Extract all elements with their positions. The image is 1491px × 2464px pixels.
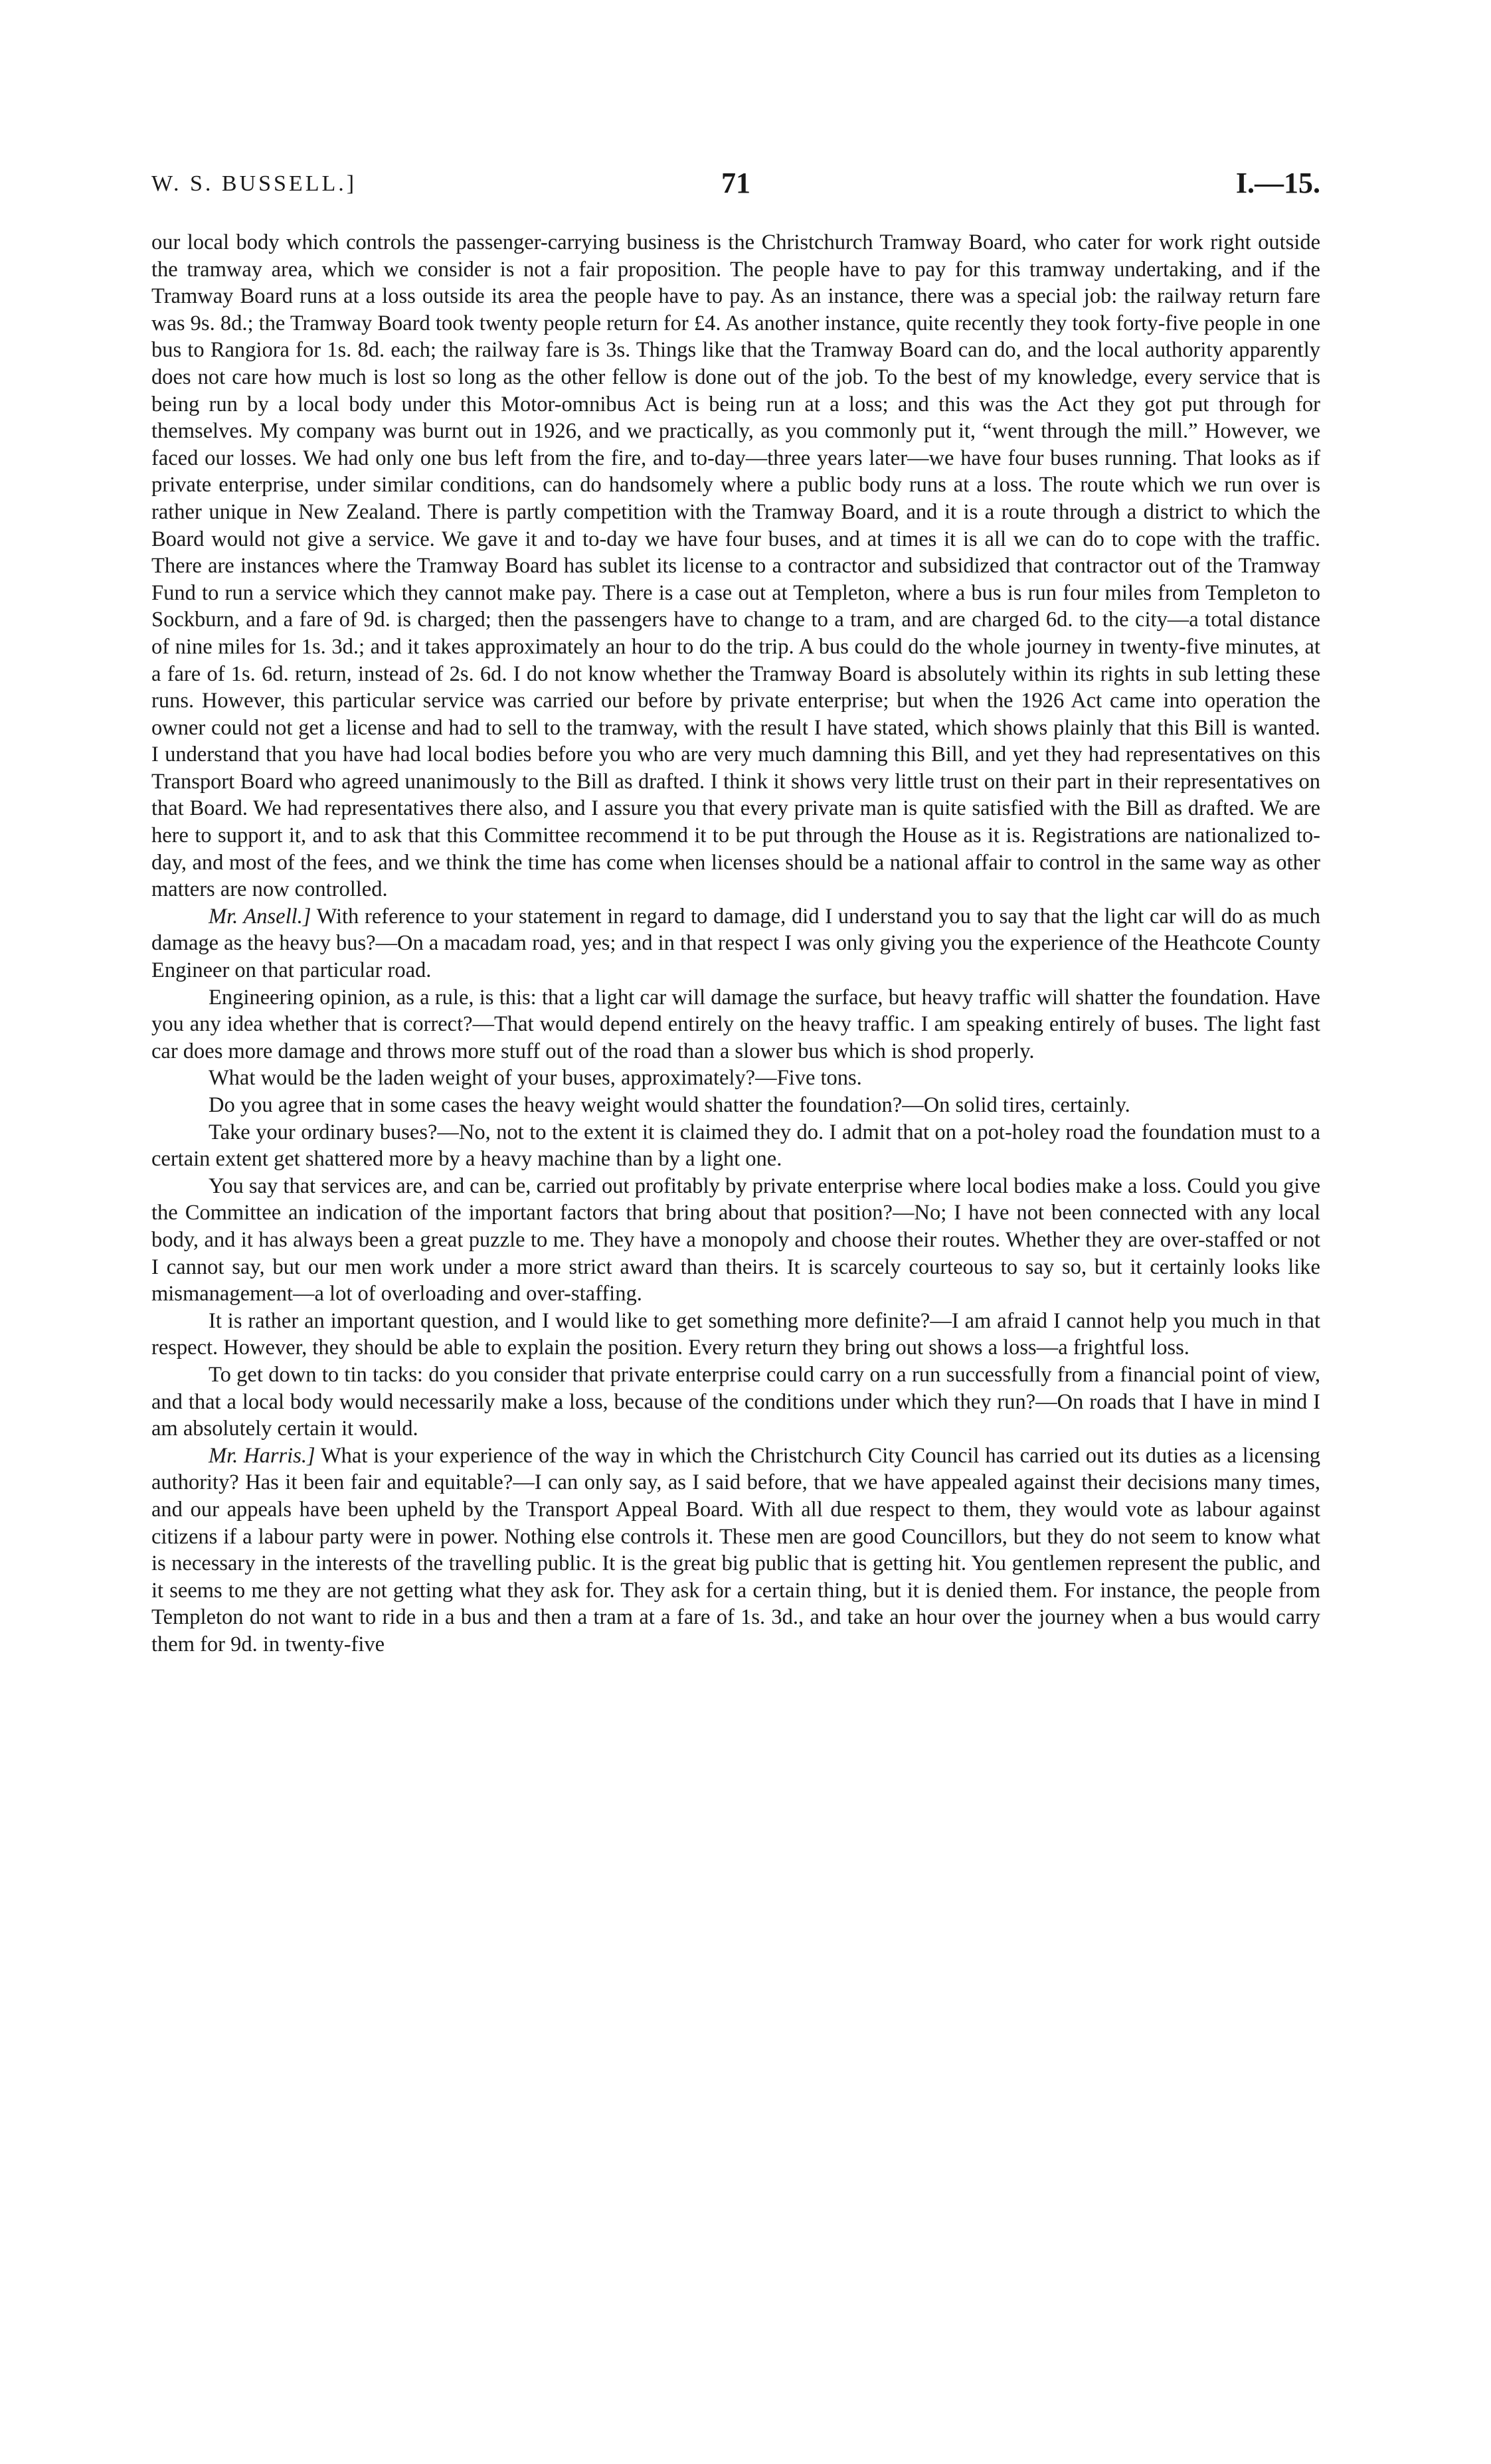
page-header: [151, 166, 1320, 206]
paragraph: [151, 229, 1320, 903]
paragraph-text: What is your experience of the way in which the Christchurch City Council has carried out its duties as a licensing authority? Has it been fair and equitable?—I can only say, as I said before, that we have appealed against their decisions many times, and our appeals have been upheld by the Transport Appeal Board. With all due respect to them, they would vote as labour against citizens if a labour party were in power. Nothing else controls it. These men are good Councillors, but they do not seem to know what is necessary in the interests of the travelling public. It is the great big public that is getting hit. You gentlemen represent the public, and it seems to me they are not getting what they ask for. They ask for a certain thing, but it is denied them. For instance, the people from Templeton do not want to ride in a bus and then a tram at a fare of 1s. 3d., and take an hour over the journey when a bus would carry them for 9d. in twenty-five: [151, 1443, 1321, 1656]
body-text: [151, 229, 1320, 1658]
paragraph-text: Engineering opinion, as a rule, is this: that a light car will damage the surface, but heavy traffic will shatter the foundation. Have you any idea whether that is correct?—That would depend entirely on the heavy traffic. I am speaking entirely of buses. The light fast car does more damage and throws more stuff out of the road than a slower bus which is shod properly.: [151, 985, 1320, 1063]
header-witness-name: W. S. BUSSELL.]: [151, 171, 357, 196]
paragraph: [151, 1092, 1320, 1119]
page-number: 71: [721, 167, 750, 199]
paragraph-text: To get down to tin tacks: do you consider that private enterprise could carry on a run successfully from a financial point of view, and that a local body would necessarily make a loss, because of the conditions under which they run?—On roads that I have in mind I am absolutely certain it would.: [151, 1362, 1320, 1441]
paragraph-text: Take your ordinary buses?—No, not to the extent it is claimed they do. I admit that on a pot-holey road the foundation must to a certain extent get shattered more by a heavy machine than by a light one.: [151, 1120, 1320, 1172]
paragraph: [151, 1065, 1320, 1092]
paragraph-text: What would be the laden weight of your buses, approximately?—Five tons.: [209, 1066, 862, 1091]
paragraph-text: our local body which controls the passenger-carrying business is the Christchurch Tramway Board, who cater for work right outside the tramway area, which we consider is not a fair proposition. The people have to pay for this tramway undertaking, and if the Tramway Board runs at a loss outside its area the people have to pay. As an instance, there was a special job: the railway return fare was 9s. 8d.; the Tramway Board took twenty people return for £4. As another instance, quite recently they took forty-five people in one bus to Rangiora for 1s. 8d. each; the railway fare is 3s. Things like that the Tramway Board can do, and the local authority apparently does not care how much is lost so long as the other fellow is done out of the job. To the best of my knowledge, every service that is being run by a local body under this Motor-omnibus Act is being run at a loss; and this was the Act they got put through for themselves. My company was burnt out in 1926, and we practically, as you commonly put it, “went through the mill.” However, we faced our losses. We had only one bus left from the fire, and to-day—three years later—we have four buses running. That looks as if private enterprise, under similar conditions, can do handsomely where a public body runs at a loss. The route which we run over is rather unique in New Zealand. There is partly competition with the Tramway Board, and it is a route through a district to which the Board would not give a service. We gave it and to-day we have four buses, and at times it is all we can do to cope with the traffic. There are instances where the Tramway Board has sublet its license to a contractor and subsidized that contractor out of the Tramway Fund to run a service which they cannot make pay. There is a case out at Templeton, where a bus is run four miles from Templeton to Sockburn, and a fare of 9d. is charged; then the passengers have to change to a tram, and are charged 6d. to the city—a total distance of nine miles for 1s. 3d.; and it takes approximately an hour to do the trip. A bus could do the whole journey in twenty-five minutes, at a fare of 1s. 6d. return, instead of 2s. 6d. I do not know whether the Tramway Board is absolutely within its rights in sub letting these runs. However, this particular service was carried our before by private enterprise; but when the 1926 Act came into operation the owner could not get a license and had to sell to the tramway, with the result I have stated, which shows plainly that this Bill is wanted. I understand that you have had local bodies before you who are very much damning this Bill, and yet they had representatives on this Transport Board who agreed unanimously to the Bill as drafted. I think it shows very little trust on their part in their representatives on that Board. We had representatives there also, and I assure you that every private man is quite satisfied with the Bill as drafted. We are here to support it, and to ask that this Committee recommend it to be put through the House as it is. Registrations are nationalized to-day, and most of the fees, and we think the time has come when licenses should be a national affair to control in the same way as other matters are now controlled.: [151, 230, 1320, 902]
paragraph: [151, 903, 1320, 984]
paragraph: [151, 1173, 1320, 1308]
paragraph: [151, 1308, 1320, 1362]
speaker-label: Mr. Ansell.]: [209, 904, 311, 928]
paragraph-text: Do you agree that in some cases the heavy weight would shatter the foundation?—On solid tires, certainly.: [209, 1093, 1130, 1117]
paragraph: [151, 1362, 1320, 1443]
speaker-label: Mr. Harris.]: [209, 1443, 315, 1468]
paragraph: [151, 984, 1320, 1065]
paragraph-text: With reference to your statement in regard to damage, did I understand you to say that the light car will do as much damage as the heavy bus?—On a macadam road, yes; and in that respect I was only giving you the experience of the Heathcote County Engineer on that particular road.: [151, 904, 1320, 983]
paragraph-text: It is rather an important question, and I would like to get something more definite?—I am afraid I cannot help you much in that respect. However, they should be able to explain the position. Every return they bring out shows a loss—a frightful loss.: [151, 1308, 1320, 1360]
paragraph: [151, 1119, 1320, 1173]
header-document-reference: I.—15.: [1235, 167, 1320, 199]
paragraph-text: You say that services are, and can be, carried out profitably by private enterprise where local bodies make a loss. Could you give the Committee an indication of the important factors that bring about that position?—No; I have not been connected with any local body, and it has always been a great puzzle to me. They have a monopoly and choose their routes. Whether they are over-staffed or not I cannot say, but our men work under a more strict award than theirs. It is scarcely courteous to say so, but it certainly looks like mismanagement—a lot of overloading and over-staffing.: [151, 1174, 1320, 1306]
paragraph: [151, 1443, 1320, 1658]
